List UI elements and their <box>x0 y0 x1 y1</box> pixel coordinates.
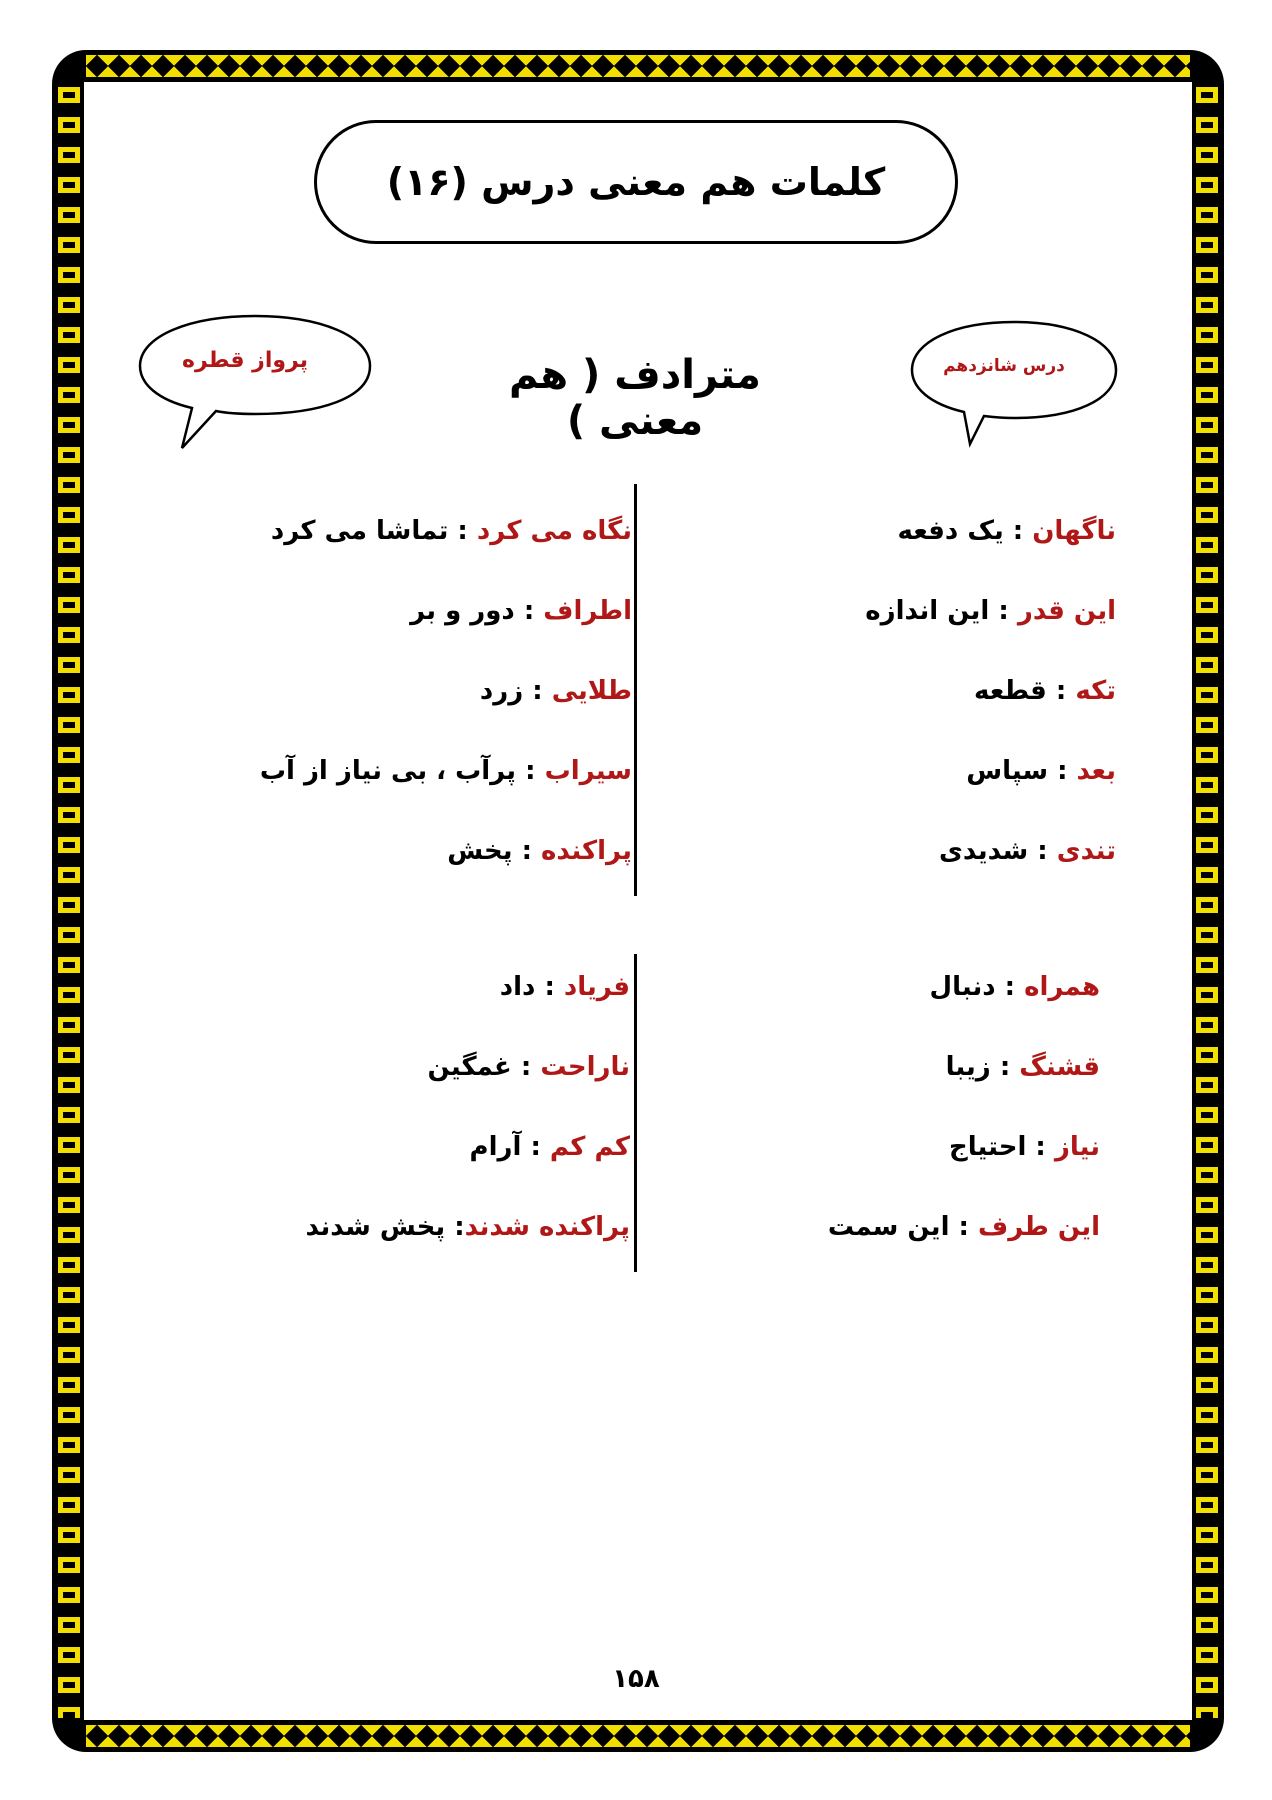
synonym-entry: این طرف : این سمت <box>827 1212 1100 1242</box>
lesson-name: پرواز قطره <box>182 348 308 373</box>
synonym-entry: پراکنده : پخش <box>447 836 632 866</box>
border-top-band <box>84 52 1192 80</box>
synonym-entry: نگاه می کرد : تماشا می کرد <box>270 516 632 546</box>
page-title: کلمات هم معنی درس (۱۶) <box>386 160 886 204</box>
synonym-entry: قشنگ : زیبا <box>945 1052 1100 1082</box>
synonym-entry: ناگهان : یک دفعه <box>897 516 1116 546</box>
synonym-entry: سیراب : پرآب ، بی نیاز از آب <box>259 756 632 786</box>
title-box <box>314 120 958 244</box>
speech-bubble-right <box>904 314 1124 454</box>
divider-section2 <box>634 954 637 1272</box>
synonym-entry: بعد : سپاس <box>966 756 1116 786</box>
synonym-entry: نیاز : احتیاج <box>948 1132 1100 1162</box>
synonym-entry: تندی : شدیدی <box>939 836 1116 866</box>
synonym-entry: فریاد : داد <box>499 972 630 1002</box>
synonym-entry: پراکنده شدند: پخش شدند <box>305 1212 630 1242</box>
synonym-entry: اطراف : دور و بر <box>410 596 632 626</box>
border-bottom-band <box>84 1722 1192 1750</box>
synonym-entry: کم کم : آرام <box>469 1132 630 1162</box>
border-right-column <box>1196 84 1218 1718</box>
synonym-entry: ناراحت : غمگین <box>427 1052 630 1082</box>
synonym-entry: طلایی : زرد <box>479 676 632 706</box>
synonym-entry: این قدر : این اندازه <box>865 596 1116 626</box>
page-number: ۱۵۸ <box>612 1664 660 1694</box>
border-left-column <box>58 84 80 1718</box>
synonym-entry: تکه : قطعه <box>974 676 1116 706</box>
lesson-number: درس شانزدهم <box>943 356 1065 376</box>
synonym-entry: همراه : دنبال <box>929 972 1100 1002</box>
divider-section1 <box>634 484 637 896</box>
section-heading: مترادف ( هم معنی ) <box>509 352 761 444</box>
speech-bubble-left <box>130 308 380 458</box>
